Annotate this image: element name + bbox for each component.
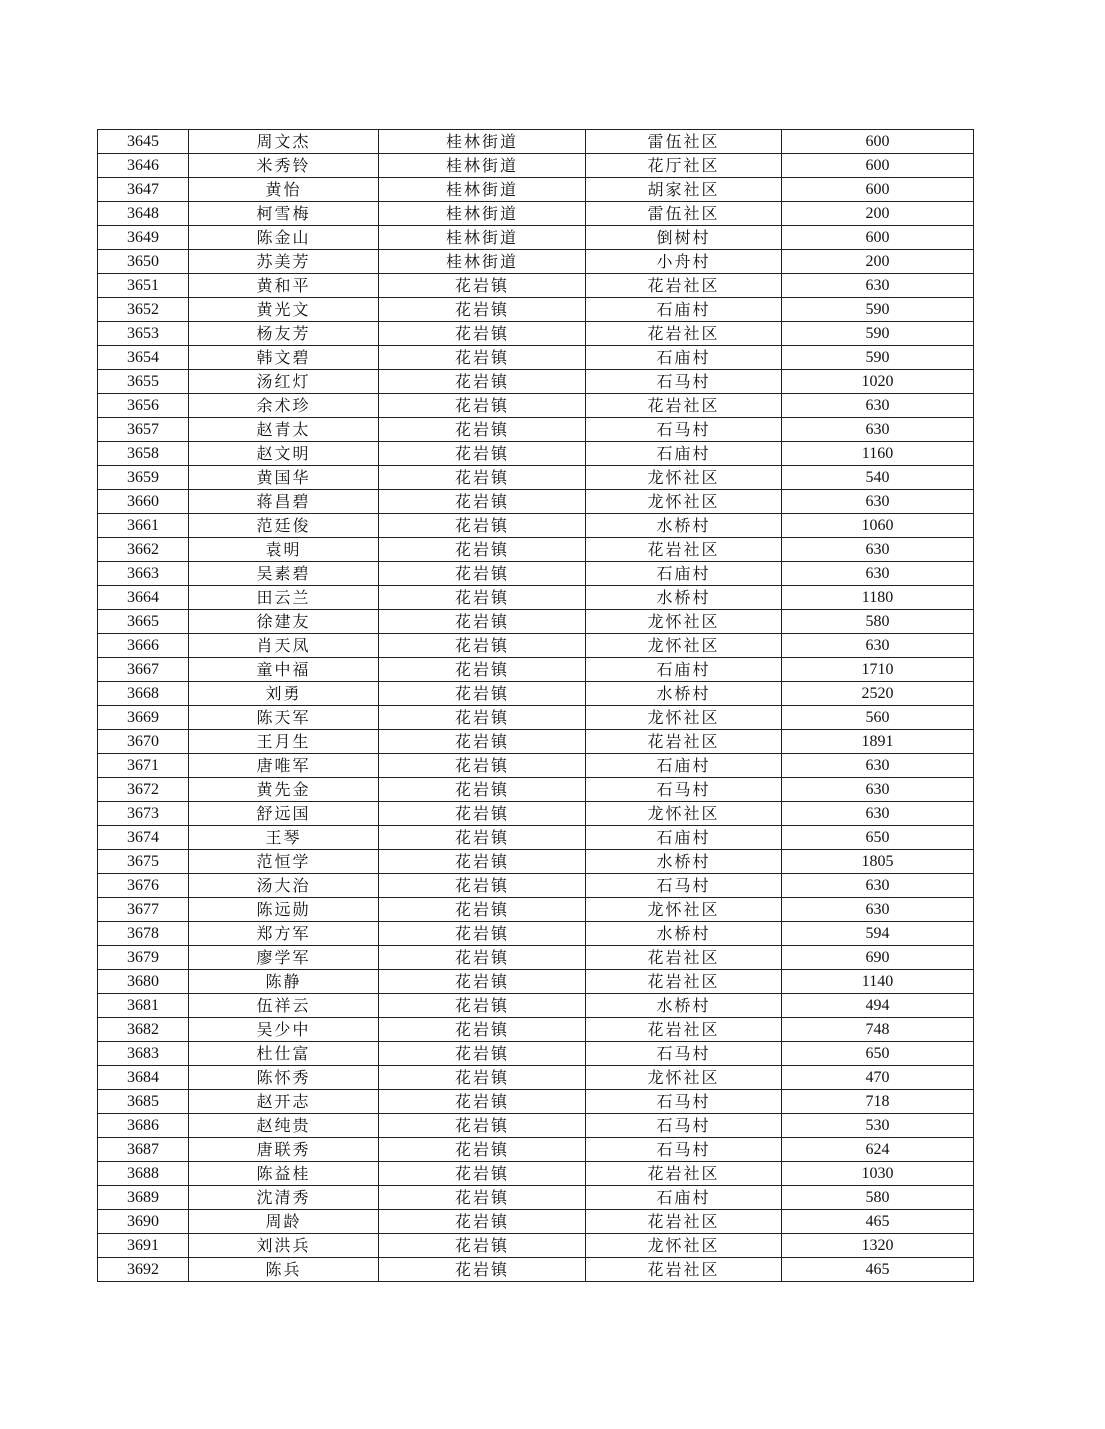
community-cell: 龙怀社区 <box>586 706 782 730</box>
serial-number-cell: 3673 <box>98 802 189 826</box>
name-cell: 肖天凤 <box>189 634 379 658</box>
name-cell: 沈清秀 <box>189 1186 379 1210</box>
name-cell: 周文杰 <box>189 130 379 154</box>
town-cell: 花岩镇 <box>379 658 586 682</box>
town-cell: 花岩镇 <box>379 1066 586 1090</box>
town-cell: 桂林街道 <box>379 202 586 226</box>
amount-cell: 630 <box>782 634 974 658</box>
community-cell: 小舟村 <box>586 250 782 274</box>
amount-cell: 650 <box>782 826 974 850</box>
town-cell: 花岩镇 <box>379 394 586 418</box>
name-cell: 田云兰 <box>189 586 379 610</box>
amount-cell: 580 <box>782 610 974 634</box>
town-cell: 花岩镇 <box>379 802 586 826</box>
community-cell: 龙怀社区 <box>586 898 782 922</box>
name-cell: 陈静 <box>189 970 379 994</box>
table-row <box>98 442 974 466</box>
town-cell: 花岩镇 <box>379 922 586 946</box>
name-cell: 柯雪梅 <box>189 202 379 226</box>
name-cell: 黄先金 <box>189 778 379 802</box>
town-cell: 花岩镇 <box>379 274 586 298</box>
amount-cell: 465 <box>782 1258 974 1282</box>
community-cell: 石庙村 <box>586 562 782 586</box>
amount-cell: 690 <box>782 946 974 970</box>
serial-number-cell: 3645 <box>98 130 189 154</box>
table-row <box>98 178 974 202</box>
table-row <box>98 850 974 874</box>
amount-cell: 200 <box>782 202 974 226</box>
table-row <box>98 898 974 922</box>
community-cell: 石庙村 <box>586 346 782 370</box>
serial-number-cell: 3681 <box>98 994 189 1018</box>
serial-number-cell: 3679 <box>98 946 189 970</box>
community-cell: 水桥村 <box>586 514 782 538</box>
table-row <box>98 946 974 970</box>
serial-number-cell: 3685 <box>98 1090 189 1114</box>
serial-number-cell: 3654 <box>98 346 189 370</box>
serial-number-cell: 3675 <box>98 850 189 874</box>
serial-number-cell: 3668 <box>98 682 189 706</box>
name-cell: 杨友芳 <box>189 322 379 346</box>
serial-number-cell: 3649 <box>98 226 189 250</box>
table-row <box>98 370 974 394</box>
name-cell: 汤红灯 <box>189 370 379 394</box>
amount-cell: 470 <box>782 1066 974 1090</box>
amount-cell: 630 <box>782 562 974 586</box>
data-table <box>97 129 974 1282</box>
town-cell: 桂林街道 <box>379 226 586 250</box>
town-cell: 桂林街道 <box>379 250 586 274</box>
amount-cell: 600 <box>782 130 974 154</box>
community-cell: 水桥村 <box>586 682 782 706</box>
community-cell: 花厅社区 <box>586 154 782 178</box>
amount-cell: 600 <box>782 178 974 202</box>
amount-cell: 630 <box>782 874 974 898</box>
town-cell: 花岩镇 <box>379 898 586 922</box>
amount-cell: 630 <box>782 538 974 562</box>
community-cell: 花岩社区 <box>586 274 782 298</box>
town-cell: 花岩镇 <box>379 682 586 706</box>
serial-number-cell: 3691 <box>98 1234 189 1258</box>
community-cell: 石马村 <box>586 1114 782 1138</box>
name-cell: 王琴 <box>189 826 379 850</box>
serial-number-cell: 3677 <box>98 898 189 922</box>
town-cell: 桂林街道 <box>379 154 586 178</box>
serial-number-cell: 3660 <box>98 490 189 514</box>
amount-cell: 630 <box>782 778 974 802</box>
town-cell: 花岩镇 <box>379 706 586 730</box>
amount-cell: 630 <box>782 754 974 778</box>
town-cell: 花岩镇 <box>379 994 586 1018</box>
name-cell: 黄怡 <box>189 178 379 202</box>
serial-number-cell: 3682 <box>98 1018 189 1042</box>
community-cell: 石庙村 <box>586 658 782 682</box>
table-row <box>98 154 974 178</box>
table-row <box>98 394 974 418</box>
table-row <box>98 586 974 610</box>
community-cell: 龙怀社区 <box>586 490 782 514</box>
name-cell: 舒远国 <box>189 802 379 826</box>
table-row <box>98 826 974 850</box>
amount-cell: 590 <box>782 322 974 346</box>
community-cell: 水桥村 <box>586 850 782 874</box>
serial-number-cell: 3657 <box>98 418 189 442</box>
town-cell: 花岩镇 <box>379 1186 586 1210</box>
town-cell: 花岩镇 <box>379 1210 586 1234</box>
name-cell: 黄和平 <box>189 274 379 298</box>
table-row <box>98 418 974 442</box>
community-cell: 石马村 <box>586 370 782 394</box>
table-row <box>98 202 974 226</box>
table-row <box>98 226 974 250</box>
name-cell: 王月生 <box>189 730 379 754</box>
community-cell: 胡家社区 <box>586 178 782 202</box>
amount-cell: 630 <box>782 802 974 826</box>
community-cell: 龙怀社区 <box>586 610 782 634</box>
amount-cell: 1030 <box>782 1162 974 1186</box>
community-cell: 花岩社区 <box>586 394 782 418</box>
community-cell: 花岩社区 <box>586 538 782 562</box>
table-row <box>98 754 974 778</box>
serial-number-cell: 3671 <box>98 754 189 778</box>
serial-number-cell: 3672 <box>98 778 189 802</box>
serial-number-cell: 3692 <box>98 1258 189 1282</box>
name-cell: 吴素碧 <box>189 562 379 586</box>
amount-cell: 600 <box>782 154 974 178</box>
amount-cell: 630 <box>782 490 974 514</box>
table-row <box>98 1234 974 1258</box>
table-row <box>98 1114 974 1138</box>
table-row <box>98 1018 974 1042</box>
community-cell: 倒树村 <box>586 226 782 250</box>
amount-cell: 748 <box>782 1018 974 1042</box>
amount-cell: 2520 <box>782 682 974 706</box>
amount-cell: 530 <box>782 1114 974 1138</box>
serial-number-cell: 3683 <box>98 1042 189 1066</box>
amount-cell: 1140 <box>782 970 974 994</box>
name-cell: 陈金山 <box>189 226 379 250</box>
community-cell: 花岩社区 <box>586 1162 782 1186</box>
community-cell: 花岩社区 <box>586 322 782 346</box>
name-cell: 唐唯军 <box>189 754 379 778</box>
town-cell: 花岩镇 <box>379 1114 586 1138</box>
community-cell: 石马村 <box>586 1090 782 1114</box>
amount-cell: 580 <box>782 1186 974 1210</box>
town-cell: 花岩镇 <box>379 538 586 562</box>
table-body <box>98 130 974 1282</box>
community-cell: 龙怀社区 <box>586 634 782 658</box>
name-cell: 赵文明 <box>189 442 379 466</box>
table-row <box>98 1186 974 1210</box>
name-cell: 苏美芳 <box>189 250 379 274</box>
name-cell: 赵纯贵 <box>189 1114 379 1138</box>
amount-cell: 1805 <box>782 850 974 874</box>
serial-number-cell: 3686 <box>98 1114 189 1138</box>
name-cell: 周龄 <box>189 1210 379 1234</box>
name-cell: 范廷俊 <box>189 514 379 538</box>
table-row <box>98 466 974 490</box>
name-cell: 赵青太 <box>189 418 379 442</box>
table-row <box>98 514 974 538</box>
community-cell: 花岩社区 <box>586 1018 782 1042</box>
table-row <box>98 1162 974 1186</box>
amount-cell: 594 <box>782 922 974 946</box>
community-cell: 花岩社区 <box>586 946 782 970</box>
town-cell: 花岩镇 <box>379 946 586 970</box>
community-cell: 龙怀社区 <box>586 466 782 490</box>
town-cell: 花岩镇 <box>379 1162 586 1186</box>
amount-cell: 650 <box>782 1042 974 1066</box>
serial-number-cell: 3662 <box>98 538 189 562</box>
community-cell: 龙怀社区 <box>586 1066 782 1090</box>
town-cell: 桂林街道 <box>379 178 586 202</box>
serial-number-cell: 3678 <box>98 922 189 946</box>
table-row <box>98 634 974 658</box>
table-row <box>98 658 974 682</box>
table-row <box>98 1090 974 1114</box>
name-cell: 刘洪兵 <box>189 1234 379 1258</box>
table-row <box>98 706 974 730</box>
name-cell: 陈兵 <box>189 1258 379 1282</box>
amount-cell: 1060 <box>782 514 974 538</box>
serial-number-cell: 3687 <box>98 1138 189 1162</box>
amount-cell: 1020 <box>782 370 974 394</box>
community-cell: 石庙村 <box>586 1186 782 1210</box>
table-row <box>98 1138 974 1162</box>
amount-cell: 630 <box>782 898 974 922</box>
town-cell: 花岩镇 <box>379 562 586 586</box>
table-row <box>98 682 974 706</box>
amount-cell: 1710 <box>782 658 974 682</box>
serial-number-cell: 3667 <box>98 658 189 682</box>
town-cell: 花岩镇 <box>379 826 586 850</box>
table-row <box>98 274 974 298</box>
amount-cell: 624 <box>782 1138 974 1162</box>
amount-cell: 590 <box>782 298 974 322</box>
table-row <box>98 610 974 634</box>
amount-cell: 540 <box>782 466 974 490</box>
name-cell: 黄国华 <box>189 466 379 490</box>
community-cell: 花岩社区 <box>586 970 782 994</box>
table-row <box>98 250 974 274</box>
serial-number-cell: 3661 <box>98 514 189 538</box>
table-row <box>98 490 974 514</box>
table-row <box>98 562 974 586</box>
town-cell: 花岩镇 <box>379 586 586 610</box>
serial-number-cell: 3647 <box>98 178 189 202</box>
name-cell: 余术珍 <box>189 394 379 418</box>
table-row <box>98 346 974 370</box>
amount-cell: 718 <box>782 1090 974 1114</box>
town-cell: 花岩镇 <box>379 370 586 394</box>
serial-number-cell: 3648 <box>98 202 189 226</box>
amount-cell: 200 <box>782 250 974 274</box>
town-cell: 花岩镇 <box>379 490 586 514</box>
name-cell: 汤大治 <box>189 874 379 898</box>
serial-number-cell: 3689 <box>98 1186 189 1210</box>
serial-number-cell: 3670 <box>98 730 189 754</box>
town-cell: 花岩镇 <box>379 1018 586 1042</box>
community-cell: 水桥村 <box>586 994 782 1018</box>
serial-number-cell: 3665 <box>98 610 189 634</box>
amount-cell: 630 <box>782 274 974 298</box>
amount-cell: 630 <box>782 394 974 418</box>
table-row <box>98 322 974 346</box>
table-row <box>98 802 974 826</box>
community-cell: 花岩社区 <box>586 1258 782 1282</box>
serial-number-cell: 3676 <box>98 874 189 898</box>
town-cell: 花岩镇 <box>379 754 586 778</box>
town-cell: 花岩镇 <box>379 418 586 442</box>
community-cell: 石庙村 <box>586 754 782 778</box>
name-cell: 陈益桂 <box>189 1162 379 1186</box>
table-row <box>98 1042 974 1066</box>
amount-cell: 1180 <box>782 586 974 610</box>
town-cell: 花岩镇 <box>379 1258 586 1282</box>
serial-number-cell: 3659 <box>98 466 189 490</box>
amount-cell: 1320 <box>782 1234 974 1258</box>
serial-number-cell: 3690 <box>98 1210 189 1234</box>
name-cell: 韩文碧 <box>189 346 379 370</box>
serial-number-cell: 3650 <box>98 250 189 274</box>
amount-cell: 465 <box>782 1210 974 1234</box>
serial-number-cell: 3688 <box>98 1162 189 1186</box>
community-cell: 石马村 <box>586 1138 782 1162</box>
town-cell: 花岩镇 <box>379 1042 586 1066</box>
community-cell: 雷伍社区 <box>586 202 782 226</box>
name-cell: 童中福 <box>189 658 379 682</box>
community-cell: 雷伍社区 <box>586 130 782 154</box>
community-cell: 石马村 <box>586 778 782 802</box>
town-cell: 花岩镇 <box>379 874 586 898</box>
community-cell: 龙怀社区 <box>586 802 782 826</box>
table-row <box>98 778 974 802</box>
town-cell: 花岩镇 <box>379 466 586 490</box>
table-row <box>98 730 974 754</box>
serial-number-cell: 3664 <box>98 586 189 610</box>
serial-number-cell: 3652 <box>98 298 189 322</box>
town-cell: 花岩镇 <box>379 442 586 466</box>
serial-number-cell: 3646 <box>98 154 189 178</box>
serial-number-cell: 3663 <box>98 562 189 586</box>
community-cell: 石马村 <box>586 418 782 442</box>
community-cell: 水桥村 <box>586 586 782 610</box>
amount-cell: 1891 <box>782 730 974 754</box>
town-cell: 花岩镇 <box>379 970 586 994</box>
amount-cell: 560 <box>782 706 974 730</box>
name-cell: 赵开志 <box>189 1090 379 1114</box>
town-cell: 花岩镇 <box>379 322 586 346</box>
table-row <box>98 994 974 1018</box>
name-cell: 陈怀秀 <box>189 1066 379 1090</box>
serial-number-cell: 3680 <box>98 970 189 994</box>
table-row <box>98 1258 974 1282</box>
town-cell: 花岩镇 <box>379 1234 586 1258</box>
table-row <box>98 874 974 898</box>
table-row <box>98 130 974 154</box>
serial-number-cell: 3684 <box>98 1066 189 1090</box>
town-cell: 桂林街道 <box>379 130 586 154</box>
serial-number-cell: 3656 <box>98 394 189 418</box>
town-cell: 花岩镇 <box>379 346 586 370</box>
name-cell: 徐建友 <box>189 610 379 634</box>
table-row <box>98 1066 974 1090</box>
community-cell: 花岩社区 <box>586 730 782 754</box>
town-cell: 花岩镇 <box>379 850 586 874</box>
town-cell: 花岩镇 <box>379 298 586 322</box>
table-row <box>98 970 974 994</box>
town-cell: 花岩镇 <box>379 1138 586 1162</box>
town-cell: 花岩镇 <box>379 730 586 754</box>
community-cell: 石庙村 <box>586 442 782 466</box>
community-cell: 石庙村 <box>586 826 782 850</box>
town-cell: 花岩镇 <box>379 514 586 538</box>
serial-number-cell: 3669 <box>98 706 189 730</box>
community-cell: 龙怀社区 <box>586 1234 782 1258</box>
name-cell: 黄光文 <box>189 298 379 322</box>
community-cell: 石庙村 <box>586 298 782 322</box>
name-cell: 陈远勋 <box>189 898 379 922</box>
amount-cell: 600 <box>782 226 974 250</box>
serial-number-cell: 3655 <box>98 370 189 394</box>
town-cell: 花岩镇 <box>379 610 586 634</box>
name-cell: 蒋昌碧 <box>189 490 379 514</box>
name-cell: 杜仕富 <box>189 1042 379 1066</box>
table-row <box>98 298 974 322</box>
name-cell: 刘勇 <box>189 682 379 706</box>
amount-cell: 1160 <box>782 442 974 466</box>
name-cell: 袁明 <box>189 538 379 562</box>
community-cell: 水桥村 <box>586 922 782 946</box>
name-cell: 范恒学 <box>189 850 379 874</box>
name-cell: 吴少中 <box>189 1018 379 1042</box>
town-cell: 花岩镇 <box>379 634 586 658</box>
town-cell: 花岩镇 <box>379 1090 586 1114</box>
table-row <box>98 1210 974 1234</box>
name-cell: 唐联秀 <box>189 1138 379 1162</box>
town-cell: 花岩镇 <box>379 778 586 802</box>
name-cell: 米秀铃 <box>189 154 379 178</box>
amount-cell: 630 <box>782 418 974 442</box>
serial-number-cell: 3658 <box>98 442 189 466</box>
serial-number-cell: 3651 <box>98 274 189 298</box>
amount-cell: 494 <box>782 994 974 1018</box>
amount-cell: 590 <box>782 346 974 370</box>
serial-number-cell: 3653 <box>98 322 189 346</box>
table-row <box>98 922 974 946</box>
community-cell: 花岩社区 <box>586 1210 782 1234</box>
table-row <box>98 538 974 562</box>
name-cell: 廖学军 <box>189 946 379 970</box>
serial-number-cell: 3666 <box>98 634 189 658</box>
community-cell: 石马村 <box>586 874 782 898</box>
name-cell: 郑方军 <box>189 922 379 946</box>
serial-number-cell: 3674 <box>98 826 189 850</box>
name-cell: 伍祥云 <box>189 994 379 1018</box>
community-cell: 石马村 <box>586 1042 782 1066</box>
name-cell: 陈天军 <box>189 706 379 730</box>
